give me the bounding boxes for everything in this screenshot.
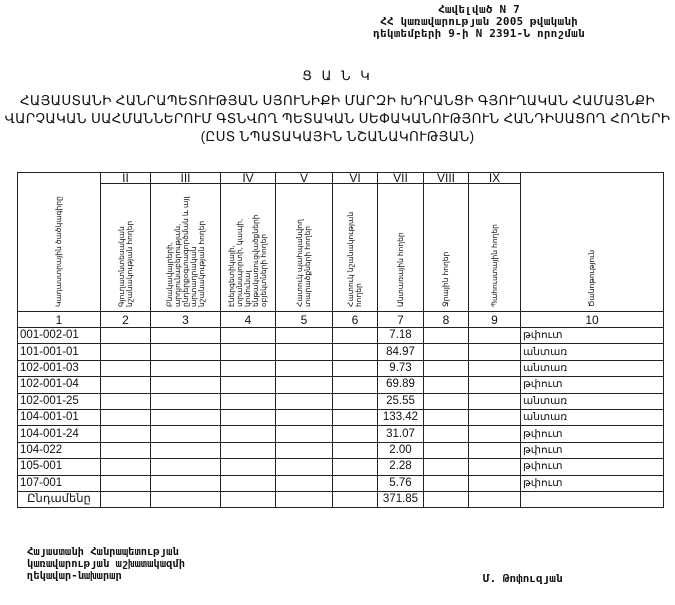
empty-cell [101, 328, 151, 344]
empty-cell [469, 360, 521, 376]
empty-cell [469, 442, 521, 458]
signatory-title-line-3: ղեկավար-նախարար [27, 570, 122, 582]
cadastral-code: 105-001 [18, 459, 101, 475]
empty-cell [469, 344, 521, 360]
table-row [18, 426, 664, 442]
column-number: 7 [378, 312, 424, 328]
signatory-title [27, 546, 185, 582]
empty-cell [469, 377, 521, 393]
forest-area-value: 31.07 [378, 426, 424, 442]
forest-area-value: 7.18 [378, 328, 424, 344]
empty-cell [333, 344, 378, 360]
empty-cell [521, 491, 664, 507]
column-number-row [18, 312, 664, 328]
roman-numeral: V [276, 173, 333, 184]
roman-numeral: VIII [424, 173, 469, 184]
empty-cell [221, 393, 276, 409]
header-reserve [469, 184, 521, 312]
empty-cell [469, 328, 521, 344]
note-cell: թփուտ [521, 459, 664, 475]
empty-cell [276, 491, 333, 507]
empty-cell [221, 459, 276, 475]
empty-cell [424, 459, 469, 475]
empty-cell [151, 491, 221, 507]
land-table [17, 172, 664, 508]
empty-cell [276, 360, 333, 376]
document-heading [0, 92, 675, 146]
empty-cell [221, 442, 276, 458]
empty-cell [333, 409, 378, 425]
empty-cell [469, 409, 521, 425]
table-row [18, 360, 664, 376]
empty-cell [151, 344, 221, 360]
note-cell: թփուտ [521, 328, 664, 344]
empty-cell [151, 459, 221, 475]
empty-cell [101, 426, 151, 442]
signatory-title-line-1: Հայաստանի Հանրապետության [27, 546, 179, 558]
empty-cell [151, 442, 221, 458]
empty-cell [469, 491, 521, 507]
empty-cell [333, 328, 378, 344]
note-cell: թփուտ [521, 377, 664, 393]
column-number: 3 [151, 312, 221, 328]
forest-area-value: 2.00 [378, 442, 424, 458]
table-body [18, 328, 664, 492]
total-row [18, 491, 664, 507]
empty-cell [276, 328, 333, 344]
header-forest [378, 184, 424, 312]
header-agricultural [101, 184, 151, 312]
annex-decree-date: դեկտեմբերի 9-ի N 2391-Ն որոշման [373, 27, 585, 40]
empty-cell [333, 360, 378, 376]
cadastral-code: 104-001-01 [18, 409, 101, 425]
empty-cell [276, 459, 333, 475]
empty-cell [221, 409, 276, 425]
empty-cell [424, 491, 469, 507]
header-text: Անտառային հողեր [395, 232, 405, 307]
empty-cell [424, 475, 469, 491]
empty-cell [469, 426, 521, 442]
empty-cell [101, 442, 151, 458]
header-protected-areas [276, 184, 333, 312]
annex-number: Հավելված N 7 [438, 3, 520, 16]
empty-cell [151, 426, 221, 442]
heading-line-2: ՎԱՐՉԱԿԱՆ ՍԱՀՄԱՆՆԵՐՈՒՄ ԳՏՆՎՈՂ ՊԵՏԱԿԱՆ ՍԵՓԱԿԱՆՈՒԹՅՈՒՆ ՀԱՆԴԻՍԱՑՈՂ ՀՈՂԵՐԻ [4, 111, 671, 126]
signatory-name: Մ. Թոփուզյան [483, 572, 563, 585]
header-text: Ծանոթություն [587, 249, 596, 307]
cadastral-code: 107-001 [18, 475, 101, 491]
empty-cell [276, 409, 333, 425]
table-row [18, 393, 664, 409]
column-number: 1 [18, 312, 101, 328]
empty-cell [221, 475, 276, 491]
cadastral-code: 102-001-03 [18, 360, 101, 376]
heading-line-1: ՀԱՅԱՍՏԱՆԻ ՀԱՆՐԱՊԵՏՈՒԹՅԱՆ ՍՅՈՒՆԻՔԻ ՄԱՐԶԻ ԽԴՐԱՆՑԻ ԳՅՈՒՂԱԿԱՆ ՀԱՄԱՅՆՔԻ [19, 93, 656, 108]
empty-cell [333, 491, 378, 507]
empty-cell [424, 377, 469, 393]
empty-cell [101, 409, 151, 425]
header-settlements-industry [151, 184, 221, 312]
document-title: Ց Ա Ն Կ [302, 68, 373, 83]
empty-cell [333, 377, 378, 393]
roman-numeral: VII [378, 173, 424, 184]
empty-cell [424, 409, 469, 425]
empty-cell [424, 328, 469, 344]
header-cadastral-code [18, 173, 101, 312]
column-number: 5 [276, 312, 333, 328]
header-text: Բնակավայրերի, արդյունաբերության, ընդերքօգտագործման և այլ արտադրական նշանակության հողեր [164, 196, 206, 307]
forest-area-value: 84.97 [378, 344, 424, 360]
annex-decree-line: ՀՀ կառավարության 2005 թվականի [380, 15, 578, 28]
empty-cell [424, 426, 469, 442]
cadastral-code: 104-001-24 [18, 426, 101, 442]
roman-numeral: IV [221, 173, 276, 184]
header-water [424, 184, 469, 312]
empty-cell [424, 442, 469, 458]
empty-cell [469, 459, 521, 475]
table-row [18, 409, 664, 425]
empty-cell [333, 442, 378, 458]
roman-numeral: IX [469, 173, 521, 184]
cadastral-code: 102-001-25 [18, 393, 101, 409]
forest-area-value: 9.73 [378, 360, 424, 376]
roman-header-row [18, 173, 664, 184]
empty-cell [424, 360, 469, 376]
empty-cell [221, 377, 276, 393]
cadastral-code: 104-022 [18, 442, 101, 458]
empty-cell [101, 377, 151, 393]
header-text: Հատուկ նշանակության հողեր [346, 211, 363, 307]
empty-cell [424, 393, 469, 409]
column-number: 8 [424, 312, 469, 328]
forest-area-value: 25.55 [378, 393, 424, 409]
empty-cell [101, 393, 151, 409]
table-row [18, 344, 664, 360]
note-cell: անտառ [521, 360, 664, 376]
note-cell: անտառ [521, 409, 664, 425]
empty-cell [276, 442, 333, 458]
heading-line-3: (ԸՍՏ ՆՊԱՏԱԿԱՅԻՆ ՆՇԱՆԱԿՈՒԹՅԱՆ) [200, 129, 475, 144]
note-cell: անտառ [521, 393, 664, 409]
empty-cell [221, 491, 276, 507]
cadastral-code: 102-001-04 [18, 377, 101, 393]
empty-cell [221, 426, 276, 442]
column-number: 6 [333, 312, 378, 328]
empty-cell [101, 360, 151, 376]
empty-cell [151, 377, 221, 393]
forest-area-value: 5.76 [378, 475, 424, 491]
roman-numeral: III [151, 173, 221, 184]
empty-cell [276, 393, 333, 409]
empty-cell [469, 393, 521, 409]
empty-cell [101, 459, 151, 475]
table-row [18, 475, 664, 491]
empty-cell [333, 475, 378, 491]
note-cell: թփուտ [521, 442, 664, 458]
empty-cell [101, 344, 151, 360]
total-forest-value: 371.85 [378, 491, 424, 507]
empty-cell [101, 475, 151, 491]
empty-cell [221, 328, 276, 344]
header-note [521, 173, 664, 312]
roman-numeral: VI [333, 173, 378, 184]
table-row [18, 459, 664, 475]
total-label: Ընդամենը [18, 491, 101, 507]
note-cell: թփուտ [521, 475, 664, 491]
cadastral-code: 001-002-01 [18, 328, 101, 344]
column-number: 10 [521, 312, 664, 328]
column-number: 9 [469, 312, 521, 328]
empty-cell [276, 344, 333, 360]
forest-area-value: 69.89 [378, 377, 424, 393]
empty-cell [221, 360, 276, 376]
note-cell: անտառ [521, 344, 664, 360]
table-row [18, 442, 664, 458]
forest-area-value: 133.42 [378, 409, 424, 425]
empty-cell [469, 475, 521, 491]
empty-cell [151, 328, 221, 344]
header-text: Ջրային հողեր [441, 251, 450, 307]
empty-cell [333, 426, 378, 442]
empty-cell [151, 409, 221, 425]
empty-cell [424, 344, 469, 360]
header-text: Հատուկ պահպանվող տարածքների հողեր [295, 219, 312, 307]
annex-reference [349, 4, 609, 40]
forest-area-value: 2.28 [378, 459, 424, 475]
header-text: Կադաստրային ծածկագիրը [54, 196, 63, 307]
column-number: 2 [101, 312, 151, 328]
empty-cell [333, 459, 378, 475]
empty-cell [151, 393, 221, 409]
empty-cell [151, 360, 221, 376]
empty-cell [276, 426, 333, 442]
header-energy-transport [221, 184, 276, 312]
table-row [18, 328, 664, 344]
empty-cell [276, 475, 333, 491]
empty-cell [221, 344, 276, 360]
empty-cell [101, 491, 151, 507]
header-text: Պահուստային հողեր [489, 224, 499, 307]
header-text: Գյուղատնտեսական նշանակության հողեր [116, 220, 134, 307]
roman-numeral: II [101, 173, 151, 184]
empty-cell [276, 377, 333, 393]
table-row [18, 377, 664, 393]
column-number: 4 [221, 312, 276, 328]
cadastral-code: 101-001-01 [18, 344, 101, 360]
empty-cell [151, 475, 221, 491]
note-cell: թփուտ [521, 426, 664, 442]
header-text: Էներգետիկայի, տրանսպորտի, կապի, կոմունալ ենթակառուցվածքների օբյեկտների հողեր [227, 214, 268, 307]
empty-cell [333, 393, 378, 409]
signatory-title-line-2: կառավարության աշխատակազմի [27, 558, 186, 570]
header-special-purpose [333, 184, 378, 312]
